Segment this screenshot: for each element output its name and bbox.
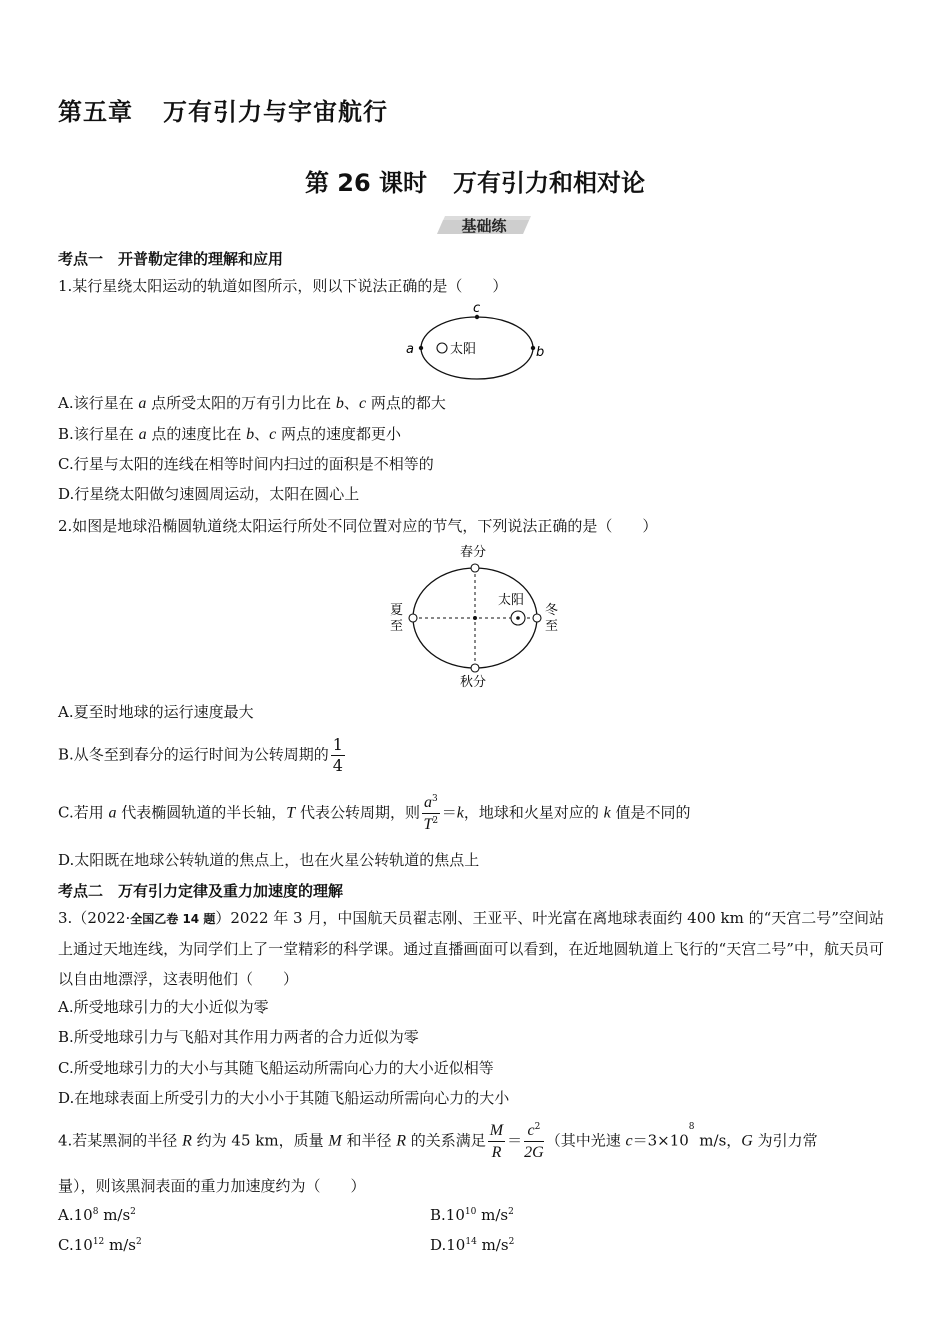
text: A.该行星在 <box>58 394 139 412</box>
var-r: R <box>491 1144 502 1161</box>
point-b-dot <box>531 346 535 350</box>
exponent: 14 <box>465 1237 477 1247</box>
var-t: T <box>423 816 433 833</box>
denominator <box>422 814 440 835</box>
unit: m/s <box>98 1206 131 1224</box>
orbit-ellipse <box>421 317 533 379</box>
exponent: 8 <box>92 1207 99 1217</box>
text: ＝3×10 <box>632 1131 689 1150</box>
text: 值是不同的 <box>610 803 691 822</box>
exponent: 2 <box>534 1122 541 1132</box>
lesson-title: 万有引力和相对论 <box>453 169 646 197</box>
exponent: 2 <box>508 1207 514 1217</box>
var-c: c <box>269 426 277 443</box>
exponent: 12 <box>92 1237 105 1247</box>
text: 点所受太阳的万有引力比在 <box>146 394 336 412</box>
var-a: a <box>423 794 432 811</box>
label-a: a <box>406 342 414 357</box>
denominator: 4 <box>332 756 343 775</box>
q2-option-a[interactable]: A.夏至时地球的运行速度最大 <box>58 703 254 721</box>
autumn-label: 秋分 <box>460 675 487 690</box>
text: m/s， <box>694 1131 742 1150</box>
denominator <box>524 1142 544 1163</box>
winter-label-1: 冬 <box>545 603 559 618</box>
summer-label-2: 至 <box>390 619 404 634</box>
var-t: T <box>286 804 296 822</box>
var-a: a <box>138 426 147 443</box>
chapter-heading <box>58 92 388 127</box>
numerator <box>524 1120 544 1142</box>
q3-option-d[interactable]: D.在地球表面上所受引力的大小小于其随飞船运动所需向心力的大小 <box>58 1089 510 1107</box>
practice-badge <box>437 214 531 236</box>
q4-option-a[interactable] <box>58 1205 136 1225</box>
fraction-a3-t2 <box>422 792 440 835</box>
exponent: 10 <box>464 1207 477 1217</box>
text: 、 <box>254 425 270 443</box>
exponent: 2 <box>432 816 439 826</box>
var-c: c <box>625 1132 633 1150</box>
sun-label: 太阳 <box>450 342 477 357</box>
text: 代表椭圆轨道的半长轴， <box>116 803 287 822</box>
text: ，地球和火星对应的 <box>463 803 604 822</box>
q2-option-c[interactable] <box>58 792 690 835</box>
text: 的关系满足 <box>406 1131 486 1150</box>
lesson-number: 第 26 课时 <box>304 169 428 197</box>
var-c: c <box>527 1122 535 1139</box>
q2-option-b[interactable] <box>58 735 347 776</box>
sun-center-dot <box>516 616 520 620</box>
q1-orbit-figure <box>400 302 550 382</box>
text: A.10 <box>58 1206 93 1224</box>
text: B.该行星在 <box>58 425 139 443</box>
q4-stem <box>58 1120 818 1163</box>
chapter-title: 万有引力与宇宙航行 <box>163 98 388 126</box>
q1-stem: 1.某行星绕太阳运动的轨道如图所示，则以下说法正确的是（ ） <box>58 277 508 295</box>
text: 、 <box>343 394 359 412</box>
unit: m/s <box>476 1206 509 1224</box>
var-k: k <box>456 804 464 822</box>
var-k: k <box>603 804 611 822</box>
q4-option-b[interactable] <box>430 1205 514 1225</box>
text: 代表公转周期，则 <box>295 803 420 822</box>
spring-label: 春分 <box>460 545 487 560</box>
var-m: M <box>489 1122 504 1139</box>
fraction-m-r <box>488 1120 505 1163</box>
sun-label: 太阳 <box>498 593 525 608</box>
earth-autumn-icon <box>471 664 479 672</box>
orbit-center-dot <box>473 616 477 620</box>
q1-option-d[interactable]: D.行星绕太阳做匀速圆周运动，太阳在圆心上 <box>58 485 360 503</box>
text: ）2022 年 3 月，中国航天员翟志刚、王亚平、叶光富在离地球表面约 400 km 的“天宫二号”空间站上通过天地连线，为同学们上了一堂精彩的科学课。通过直播画面可以看到，在近地圆轨道上飞行的“天宫二号”中，航天员可以自由地漂浮，这表明他们（ ） <box>58 909 884 988</box>
q2-option-d[interactable]: D.太阳既在地球公转轨道的焦点上，也在火星公转轨道的焦点上 <box>58 851 480 869</box>
label-b: b <box>536 345 545 360</box>
var-b: b <box>335 395 344 412</box>
text: 两点的速度都更小 <box>276 425 402 443</box>
earth-winter-icon <box>533 614 541 622</box>
winter-label-2: 至 <box>545 619 559 634</box>
var-b: b <box>246 426 255 443</box>
unit: m/s <box>476 1236 509 1254</box>
label-c: c <box>473 302 481 316</box>
chapter-number: 第五章 <box>58 98 133 126</box>
var-m: M <box>328 1132 342 1150</box>
var-g: G <box>741 1132 753 1150</box>
q4-option-c[interactable] <box>58 1235 142 1255</box>
q4-stem-line-2: 量），则该黑洞表面的重力加速度约为（ ） <box>58 1177 366 1195</box>
var-r: R <box>182 1132 192 1150</box>
exponent: 2 <box>130 1207 136 1217</box>
text: 3.（2022· <box>58 909 131 927</box>
earth-summer-icon <box>409 614 417 622</box>
var-a: a <box>138 395 147 412</box>
q1-option-b[interactable] <box>58 424 401 445</box>
var-2g: 2G <box>524 1144 544 1161</box>
fraction-one-quarter <box>331 735 345 776</box>
sun-icon <box>437 343 447 353</box>
q3-option-c[interactable]: C.所受地球引力的大小与其随飞船运动所需向心力的大小近似相等 <box>58 1059 494 1077</box>
exponent: 2 <box>136 1237 142 1247</box>
q3-stem <box>58 903 884 994</box>
text: 点的速度比在 <box>146 425 247 443</box>
q3-option-b[interactable]: B.所受地球引力与飞船对其作用力两者的合力近似为零 <box>58 1028 419 1046</box>
text: 4.若某黑洞的半径 <box>58 1131 183 1150</box>
numerator <box>488 1120 505 1142</box>
text: B.从冬至到春分的运行时间为公转周期的 <box>58 745 329 764</box>
numerator: 1 <box>332 735 343 754</box>
text: 为引力常 <box>752 1131 818 1150</box>
badge-label: 基础练 <box>461 217 507 235</box>
section-2-title: 考点二 万有引力定律及重力加速度的理解 <box>58 882 344 900</box>
earth-spring-icon <box>471 564 479 572</box>
exponent: 8 <box>688 1122 695 1132</box>
var-c: c <box>358 395 367 412</box>
exponent: 3 <box>431 794 438 804</box>
q2-stem: 2.如图是地球沿椭圆轨道绕太阳运行所处不同位置对应的节气，下列说法正确的是（ ） <box>58 517 658 535</box>
text: C.10 <box>58 1236 93 1254</box>
numerator <box>422 792 440 814</box>
text: C.若用 <box>58 803 109 822</box>
summer-label-1: 夏 <box>390 603 404 618</box>
lesson-heading <box>0 163 950 198</box>
text: 和半径 <box>341 1131 397 1150</box>
text: ＝ <box>507 1131 523 1150</box>
denominator <box>488 1142 505 1163</box>
fraction-c2-2g <box>524 1120 544 1163</box>
text: 约为 45 km，质量 <box>191 1131 329 1150</box>
q1-option-c[interactable]: C.行星与太阳的连线在相等时间内扫过的面积是不相等的 <box>58 455 434 473</box>
text: 两点的都大 <box>366 394 446 412</box>
section-1-title: 考点一 开普勒定律的理解和应用 <box>58 250 284 268</box>
text: B.10 <box>430 1206 465 1224</box>
q3-option-a[interactable]: A.所受地球引力的大小近似为零 <box>58 998 269 1016</box>
var-a: a <box>108 804 117 822</box>
exam-source: 全国乙卷 14 题 <box>130 912 216 926</box>
q2-seasons-figure <box>385 540 570 690</box>
q1-option-a[interactable] <box>58 393 446 414</box>
var-r: R <box>396 1132 407 1150</box>
text: ＝ <box>441 803 457 822</box>
text: D.10 <box>430 1236 466 1254</box>
text: （其中光速 <box>545 1131 626 1150</box>
q4-option-d[interactable] <box>430 1235 514 1255</box>
unit: m/s <box>104 1236 137 1254</box>
exponent: 2 <box>508 1237 515 1247</box>
point-a-dot <box>419 346 423 350</box>
